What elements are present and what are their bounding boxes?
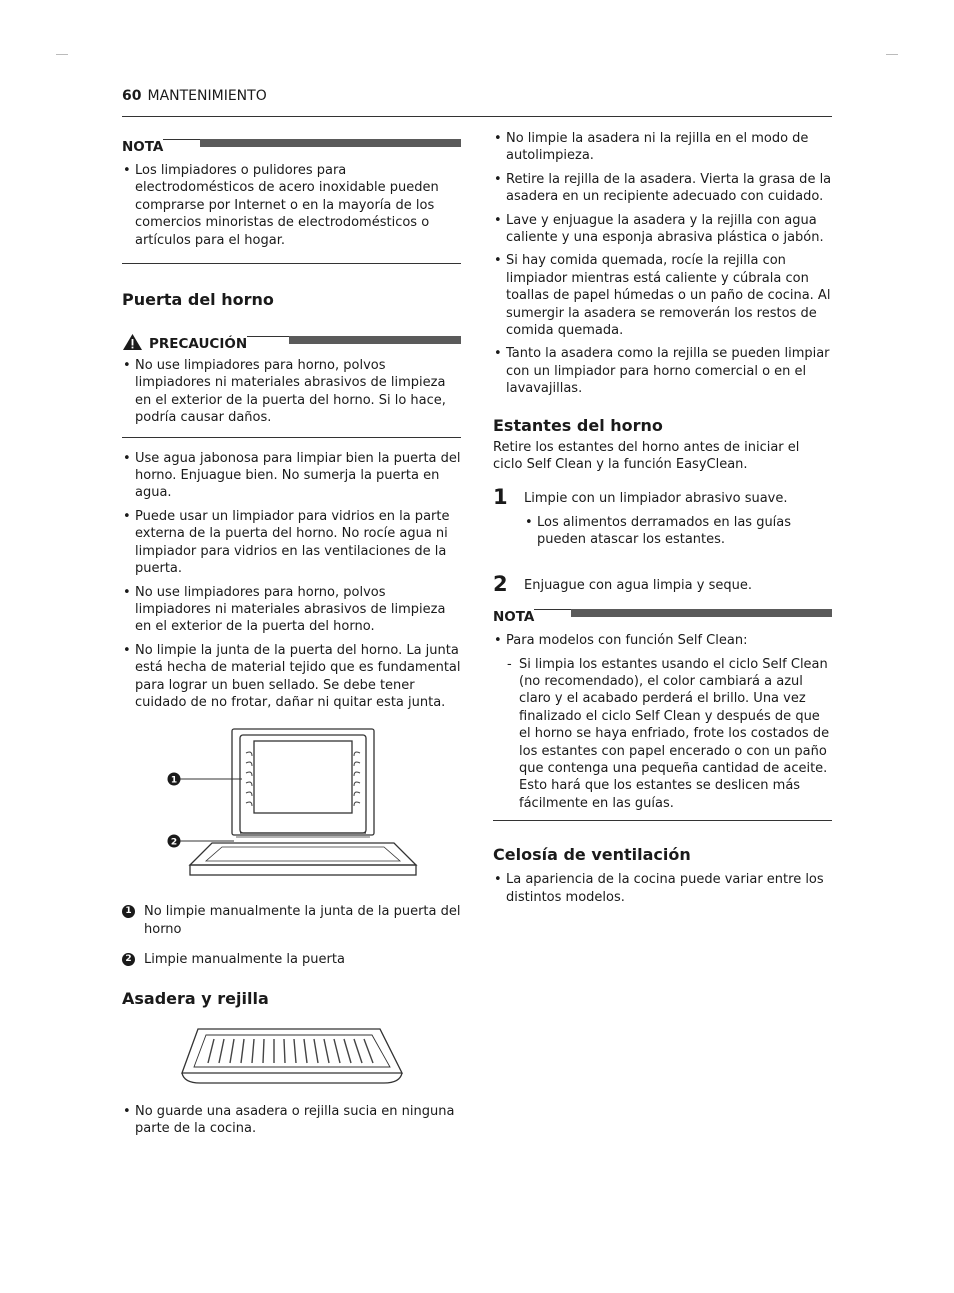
dash-item: - Si limpia los estantes usando el ciclo Self Clean (no recomendado), el color cambiará a azul claro y el acabado perderá el brillo. Una vez finalizado el ciclo Self Clean y después de que el horno se haya enfriado, frote los costados de los estantes con papel encerado o con un paño que contenga una pequeña cantidad de aceite. Esto hará que los estantes se deslicen más fácilmente en las guías. xyxy=(506,656,832,813)
list-item: • No limpie la asadera ni la rejilla en el modo de autolimpieza. xyxy=(493,130,832,165)
broiler-pan-illustration xyxy=(122,1019,461,1089)
callout-text: No limpie manualmente la junta de la puerta del horno xyxy=(144,904,461,937)
left-column xyxy=(122,130,461,1143)
list-item: • No use limpiadores para horno, polvos limpiadores ni materiales abrasivos de limpieza en el exterior de la puerta del horno. Si lo hace, podría causar daños. xyxy=(122,357,461,427)
asadera-list-left xyxy=(122,1103,461,1138)
warning-icon xyxy=(122,333,143,351)
nota-label: NOTA xyxy=(493,608,535,625)
callout-1 xyxy=(122,903,461,938)
list-item: • La apariencia de la cocina puede variar entre los distintos modelos. xyxy=(493,871,832,906)
figure-marker-2-text: 2 xyxy=(170,837,178,848)
section-heading-asadera: Asadera y rejilla xyxy=(122,988,269,1008)
estantes-intro: Retire los estantes del horno antes de iniciar el ciclo Self Clean y la función EasyClean. xyxy=(493,439,800,473)
precaucion-label: PRECAUCIÓN xyxy=(149,335,248,352)
page-number: 60 xyxy=(122,88,142,104)
nota-header xyxy=(122,130,461,156)
list-item: • Retire la rejilla de la asadera. Vierta la grasa de la asadera en un recipiente adecuado con cuidado. xyxy=(493,171,832,206)
section-heading-celosia: Celosía de ventilación xyxy=(493,845,691,865)
precaucion-title xyxy=(122,333,247,353)
page-header xyxy=(122,88,832,117)
step-text: Enjuague con agua limpia y seque. xyxy=(524,577,752,593)
list-item: • Los alimentos derramados en las guías pueden atascar los estantes. xyxy=(524,514,832,549)
step-text: Limpie con un limpiador abrasivo suave. xyxy=(524,490,788,506)
list-item: • Use agua jabonosa para limpiar bien la puerta del horno. Enjuague bien. No sumerja la puerta en agua. xyxy=(122,450,461,502)
list-item: • No guarde una asadera o rejilla sucia en ninguna parte de la cocina. xyxy=(122,1103,461,1138)
nota-box-right xyxy=(493,600,832,821)
list-item: • No use limpiadores para horno, polvos limpiadores ni materiales abrasivos de limpieza en el exterior de la puerta del horno. xyxy=(122,584,461,636)
precaucion-header xyxy=(122,327,461,353)
step-1 xyxy=(493,484,832,549)
list-item: • Lave y enjuague la asadera y la rejilla con agua caliente y una esponja abrasiva plástica o jabón. xyxy=(493,212,832,247)
list-item: • Tanto la asadera como la rejilla se pueden limpiar con un limpiador para horno comercial o en el lavavajillas. xyxy=(493,345,832,397)
list-item: • Para modelos con función Self Clean: xyxy=(493,632,832,649)
nota-label: NOTA xyxy=(122,138,164,155)
oven-door-illustration xyxy=(122,725,461,885)
right-column xyxy=(493,130,832,912)
celosia-list xyxy=(493,871,832,906)
section-heading-estantes: Estantes del horno xyxy=(493,415,663,435)
step-2 xyxy=(493,571,832,596)
step-number: 1 xyxy=(493,484,508,509)
asadera-list-right xyxy=(493,130,832,398)
crop-mark xyxy=(886,54,898,55)
nota-header xyxy=(493,600,832,626)
section-heading-puerta: Puerta del horno xyxy=(122,290,274,310)
list-item: • No limpie la junta de la puerta del horno. La junta está hecha de material tejido que es fundamental para lograr un buen sellado. Se debe tener cuidado de no frotar, dañar ni quitar esta junta. xyxy=(122,642,461,712)
section-title: MANTENIMIENTO xyxy=(147,88,267,104)
callout-text: Limpie manualmente la puerta xyxy=(144,952,345,968)
callout-number: 1 xyxy=(122,905,135,918)
puerta-list xyxy=(122,450,461,712)
callout-number: 2 xyxy=(122,953,135,966)
nota-box xyxy=(122,130,461,264)
figure-marker-1-text: 1 xyxy=(170,775,178,786)
list-item: • Los limpiadores o pulidores para electrodomésticos de acero inoxidable pueden comprarse por Internet o en la mayoría de los comercios minoristas de electrodomésticos o artículos para el hogar. xyxy=(122,162,461,249)
step-number: 2 xyxy=(493,571,508,596)
precaucion-box xyxy=(122,327,461,438)
callout-2 xyxy=(122,951,461,968)
list-item: • Si hay comida quemada, rocíe la rejilla con limpiador mientras está caliente y cúbrala con toallas de papel húmedas o un paño de cocina. Al sumergir la asadera se removerán los restos de comida quemada. xyxy=(493,252,832,339)
crop-mark xyxy=(56,54,68,55)
list-item: • Puede usar un limpiador para vidrios en la parte externa de la puerta del horno. No rocíe agua ni limpiador para vidrios en las ventilaciones de la puerta. xyxy=(122,508,461,578)
